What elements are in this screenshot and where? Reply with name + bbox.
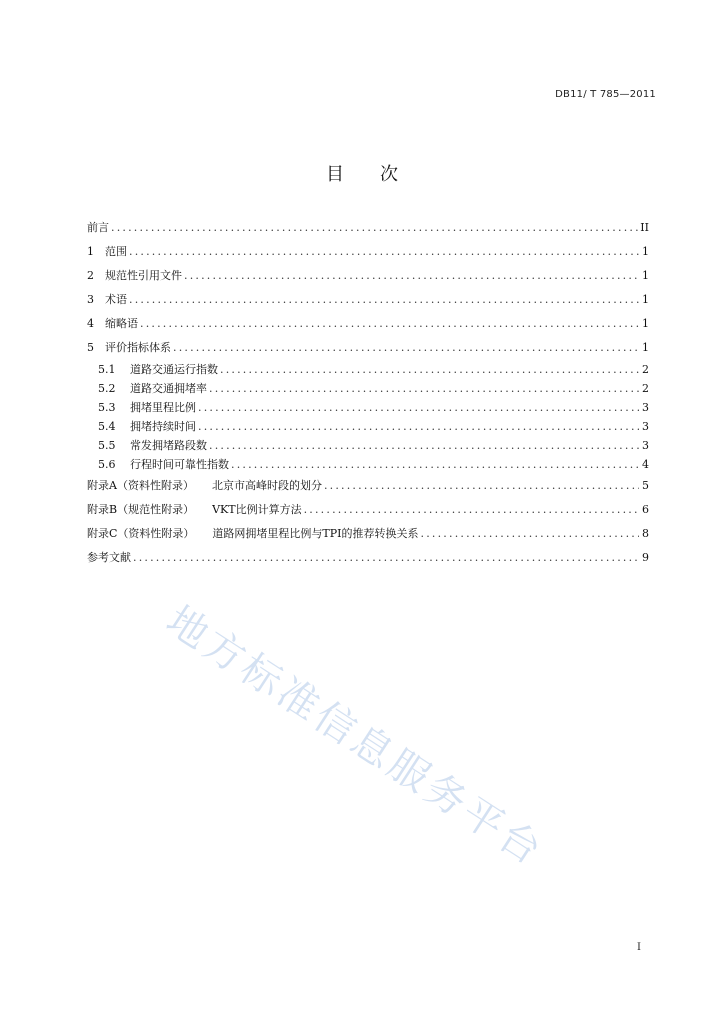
toc-leader-dots: [173, 336, 639, 360]
toc-entry-page: 1: [642, 341, 649, 354]
toc-entry-page: 2: [642, 382, 649, 395]
toc-entry-page: 1: [642, 317, 649, 330]
toc-entry-number: 5.4: [98, 420, 116, 433]
toc-entry-page: 3: [642, 439, 649, 452]
toc-subentry[interactable]: [87, 398, 649, 417]
standard-number: DB11/ T 785—2011: [555, 89, 656, 100]
toc-leader-dots: [133, 546, 639, 570]
toc-entry-label: 范围: [105, 245, 127, 258]
toc-entry-label: 术语: [105, 293, 127, 306]
page-number: I: [637, 942, 641, 953]
toc-entry-label: 缩略语: [105, 317, 138, 330]
toc-entry-page: 9: [642, 551, 649, 564]
toc-entry-number: 5.5: [98, 439, 116, 452]
toc-entry-label: 拥堵持续时间: [130, 420, 196, 433]
toc-entry-label: 道路交通运行指数: [130, 363, 218, 376]
toc-leader-dots: [198, 398, 639, 417]
toc-entry-label: 附录A（资料性附录） 北京市高峰时段的划分: [87, 479, 322, 492]
toc-entry-page: 1: [642, 293, 649, 306]
toc-entry-page: 4: [642, 458, 649, 471]
toc-entry-number: 5.6: [98, 458, 116, 471]
toc-entry-page: II: [640, 221, 649, 234]
toc-leader-dots: [421, 522, 639, 546]
toc-entry-label: 拥堵里程比例: [130, 401, 196, 414]
toc-leader-dots: [209, 379, 639, 398]
toc-leader-dots: [140, 312, 639, 336]
toc-entry[interactable]: [87, 240, 649, 264]
toc-subentry[interactable]: [87, 379, 649, 398]
toc-entry-number: 4: [87, 317, 94, 330]
toc-entry-number: 5.3: [98, 401, 116, 414]
toc-leader-dots: [129, 288, 639, 312]
toc-leader-dots: [231, 455, 639, 474]
toc-subentry[interactable]: [87, 436, 649, 455]
toc-entry-label: 常发拥堵路段数: [130, 439, 207, 452]
toc-subentry[interactable]: [87, 455, 649, 474]
table-of-contents: [87, 216, 649, 570]
toc-entry-number: 1: [87, 245, 94, 258]
toc-leader-dots: [198, 417, 639, 436]
toc-entry-page: 3: [642, 420, 649, 433]
title-char-1: 目: [326, 164, 344, 185]
toc-entry-label: 评价指标体系: [105, 341, 171, 354]
toc-entry-page: 2: [642, 363, 649, 376]
toc-entry-label: 参考文献: [87, 551, 131, 564]
toc-entry-page: 1: [642, 269, 649, 282]
toc-entry[interactable]: [87, 522, 649, 546]
toc-leader-dots: [324, 474, 639, 498]
toc-entry-number: 3: [87, 293, 94, 306]
toc-entry-number: 2: [87, 269, 94, 282]
toc-entry-page: 6: [642, 503, 649, 516]
toc-entry-page: 3: [642, 401, 649, 414]
toc-entry[interactable]: [87, 216, 649, 240]
toc-entry[interactable]: [87, 498, 649, 522]
page-title: [0, 160, 724, 186]
toc-entry[interactable]: [87, 474, 649, 498]
toc-entry[interactable]: [87, 546, 649, 570]
toc-entry-label: 附录B（规范性附录） VKT比例计算方法: [87, 503, 302, 516]
toc-entry-label: 规范性引用文件: [105, 269, 182, 282]
toc-entry[interactable]: [87, 312, 649, 336]
toc-leader-dots: [304, 498, 639, 522]
toc-entry-number: 5.2: [98, 382, 116, 395]
toc-leader-dots: [129, 240, 639, 264]
toc-entry-label: 道路交通拥堵率: [130, 382, 207, 395]
watermark: 地方标准信息服务平台: [158, 597, 553, 876]
toc-entry-label: 附录C（资料性附录） 道路网拥堵里程比例与TPI的推荐转换关系: [87, 527, 419, 540]
toc-leader-dots: [209, 436, 639, 455]
toc-leader-dots: [111, 216, 638, 240]
toc-entry[interactable]: [87, 264, 649, 288]
toc-entry-page: 8: [642, 527, 649, 540]
toc-entry[interactable]: [87, 288, 649, 312]
toc-subentry[interactable]: [87, 417, 649, 436]
toc-entry-label: 行程时间可靠性指数: [130, 458, 229, 471]
toc-leader-dots: [220, 360, 639, 379]
title-char-2: 次: [380, 164, 398, 185]
toc-subentry[interactable]: [87, 360, 649, 379]
toc-entry-page: 1: [642, 245, 649, 258]
toc-entry-page: 5: [642, 479, 649, 492]
toc-entry-number: 5: [87, 341, 94, 354]
toc-entry-number: 5.1: [98, 363, 116, 376]
toc-leader-dots: [184, 264, 639, 288]
toc-entry-label: 前言: [87, 221, 109, 234]
toc-entry[interactable]: [87, 336, 649, 360]
